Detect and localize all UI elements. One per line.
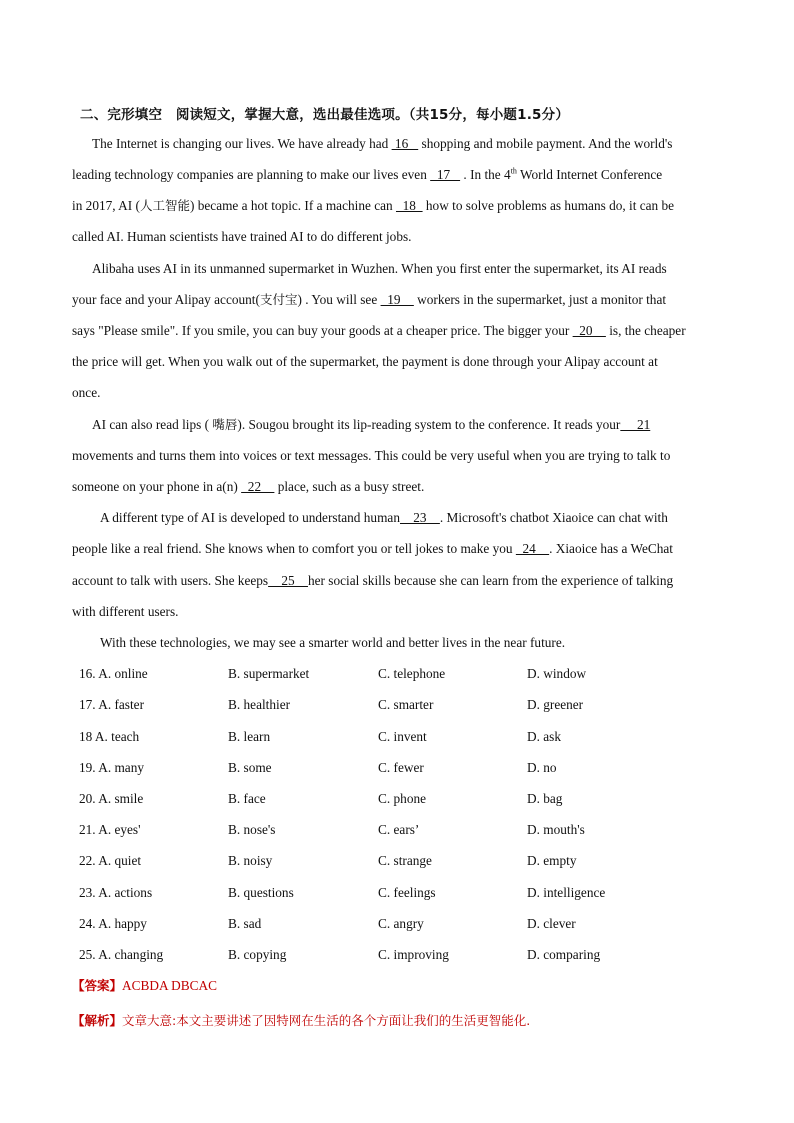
passage-line xyxy=(92,417,650,433)
passage-line xyxy=(72,323,686,339)
blank-17: 17 xyxy=(430,167,461,182)
text: account to talk with users. She keeps xyxy=(72,573,269,588)
analysis-line xyxy=(72,1011,530,1029)
option-d: D. bag xyxy=(527,791,563,806)
text: workers in the supermarket, just a monitor that xyxy=(413,292,667,307)
option-b: B. sad xyxy=(228,916,262,931)
option-b: B. copying xyxy=(228,947,287,962)
option-b: B. some xyxy=(228,760,272,775)
blank-23: 23 xyxy=(399,510,440,525)
text: says "Please smile". If you smile, you can buy your goods at a cheaper price. The bigger your xyxy=(72,323,573,338)
passage-line xyxy=(72,541,673,557)
text: in 2017, AI ( xyxy=(72,198,140,213)
option-d: D. intelligence xyxy=(527,885,606,900)
option-a: 24. A. happy xyxy=(79,916,147,931)
text: your face and your Alipay account( xyxy=(72,292,260,307)
blank-19: 19 xyxy=(380,292,414,307)
passage-line xyxy=(72,198,674,214)
passage-line: once. xyxy=(72,385,101,400)
text: A different type of AI is developed to understand human xyxy=(100,510,400,525)
passage-line: with different users. xyxy=(72,604,179,619)
option-a: 18 A. teach xyxy=(79,729,140,744)
text: . Xiaoice has a WeChat xyxy=(549,541,673,556)
option-b: B. face xyxy=(228,791,266,806)
option-d: D. mouth's xyxy=(527,822,585,837)
option-b: B. supermarket xyxy=(228,666,310,681)
chinese-gloss: 嘴唇 xyxy=(212,417,238,432)
option-b: B. questions xyxy=(228,885,294,900)
option-c: C. phone xyxy=(378,791,427,806)
option-d: D. no xyxy=(527,760,557,775)
text: someone on your phone in a(n) xyxy=(72,479,242,494)
blank-21: 21 xyxy=(620,417,651,432)
blank-18: 18 xyxy=(395,198,423,213)
chinese-gloss: 人工智能 xyxy=(139,198,190,213)
superscript: th xyxy=(510,166,517,176)
text: ). Sougou brought its lip-reading system to the conference. It reads your xyxy=(237,417,621,432)
analysis-tag: 【解析】 xyxy=(72,1013,123,1028)
text: people like a real friend. She knows when to comfort you or tell jokes to make you xyxy=(72,541,516,556)
option-a: 20. A. smile xyxy=(79,791,144,806)
text: place, such as a busy street. xyxy=(274,479,425,494)
text: . Microsoft's chatbot Xiaoice can chat with xyxy=(439,510,668,525)
blank-16: 16 xyxy=(391,136,419,151)
option-a: 16. A. online xyxy=(79,666,148,681)
passage-line: With these technologies, we may see a smarter world and better lives in the near future. xyxy=(100,635,566,650)
passage-line: movements and turns them into voices or text messages. This could be very useful when you are trying to talk to xyxy=(72,448,671,463)
text: her social skills because she can learn from the experience of talking xyxy=(307,573,674,588)
option-d: D. empty xyxy=(527,853,577,868)
section-title: 二、完形填空 阅读短文，掌握大意，选出最佳选项。（共15分，每小题1.5分） xyxy=(80,107,570,123)
text: shopping and mobile payment. And the world's xyxy=(418,136,673,151)
option-a: 23. A. actions xyxy=(79,885,153,900)
option-c: C. strange xyxy=(378,853,432,868)
text: how to solve problems as humans do, it can be xyxy=(422,198,675,213)
text: World Internet Conference xyxy=(516,167,663,182)
option-c: C. fewer xyxy=(378,760,424,775)
option-b: B. noisy xyxy=(228,853,273,868)
option-d: D. greener xyxy=(527,697,584,712)
passage-line xyxy=(92,136,672,152)
passage-line xyxy=(72,292,666,308)
option-c: C. ears’ xyxy=(378,822,420,837)
answer-tag: 【答案】 xyxy=(72,978,123,993)
passage-line xyxy=(100,510,668,526)
option-b: B. learn xyxy=(228,729,271,744)
option-b: B. nose's xyxy=(228,822,276,837)
option-b: B. healthier xyxy=(228,697,291,712)
text: ) . You will see xyxy=(297,292,381,307)
option-d: D. window xyxy=(527,666,587,681)
option-c: C. smarter xyxy=(378,697,434,712)
option-a: 21. A. eyes' xyxy=(79,822,141,837)
analysis-text: 文章大意:本文主要讲述了因特网在生活的各个方面让我们的生活更智能化. xyxy=(122,1013,531,1028)
option-c: C. invent xyxy=(378,729,427,744)
option-c: C. angry xyxy=(378,916,424,931)
option-d: D. ask xyxy=(527,729,561,744)
option-a: 17. A. faster xyxy=(79,697,144,712)
blank-24: 24 xyxy=(515,541,550,556)
option-c: C. feelings xyxy=(378,885,436,900)
option-a: 25. A. changing xyxy=(79,947,164,962)
option-a: 22. A. quiet xyxy=(79,853,142,868)
text: . In the 4 xyxy=(460,167,511,182)
answer-text: ACBDA DBCAC xyxy=(122,978,217,993)
blank-22: 22 xyxy=(241,479,275,494)
chinese-gloss: 支付宝 xyxy=(259,292,298,307)
text: leading technology companies are planning to make our lives even xyxy=(72,167,431,182)
passage-line xyxy=(72,167,662,183)
text: AI can also read lips ( xyxy=(92,417,213,432)
text: ) became a hot topic. If a machine can xyxy=(189,198,396,213)
option-c: C. telephone xyxy=(378,666,446,681)
answer-line xyxy=(72,976,217,994)
passage-line xyxy=(72,573,673,589)
passage-line: the price will get. When you walk out of the supermarket, the payment is done through your Alipay account at xyxy=(72,354,658,369)
text: The Internet is changing our lives. We have already had xyxy=(92,136,392,151)
blank-20: 20 xyxy=(572,323,606,338)
passage-line: called AI. Human scientists have trained AI to do different jobs. xyxy=(72,229,412,244)
passage-line: Alibaha uses AI in its unmanned supermarket in Wuzhen. When you first enter the supermarket, its AI reads xyxy=(92,261,667,276)
text: is, the cheaper xyxy=(605,323,686,338)
option-d: D. comparing xyxy=(527,947,601,962)
blank-25: 25 xyxy=(268,573,308,588)
option-d: D. clever xyxy=(527,916,576,931)
passage-line xyxy=(72,479,424,495)
option-c: C. improving xyxy=(378,947,449,962)
option-a: 19. A. many xyxy=(79,760,145,775)
